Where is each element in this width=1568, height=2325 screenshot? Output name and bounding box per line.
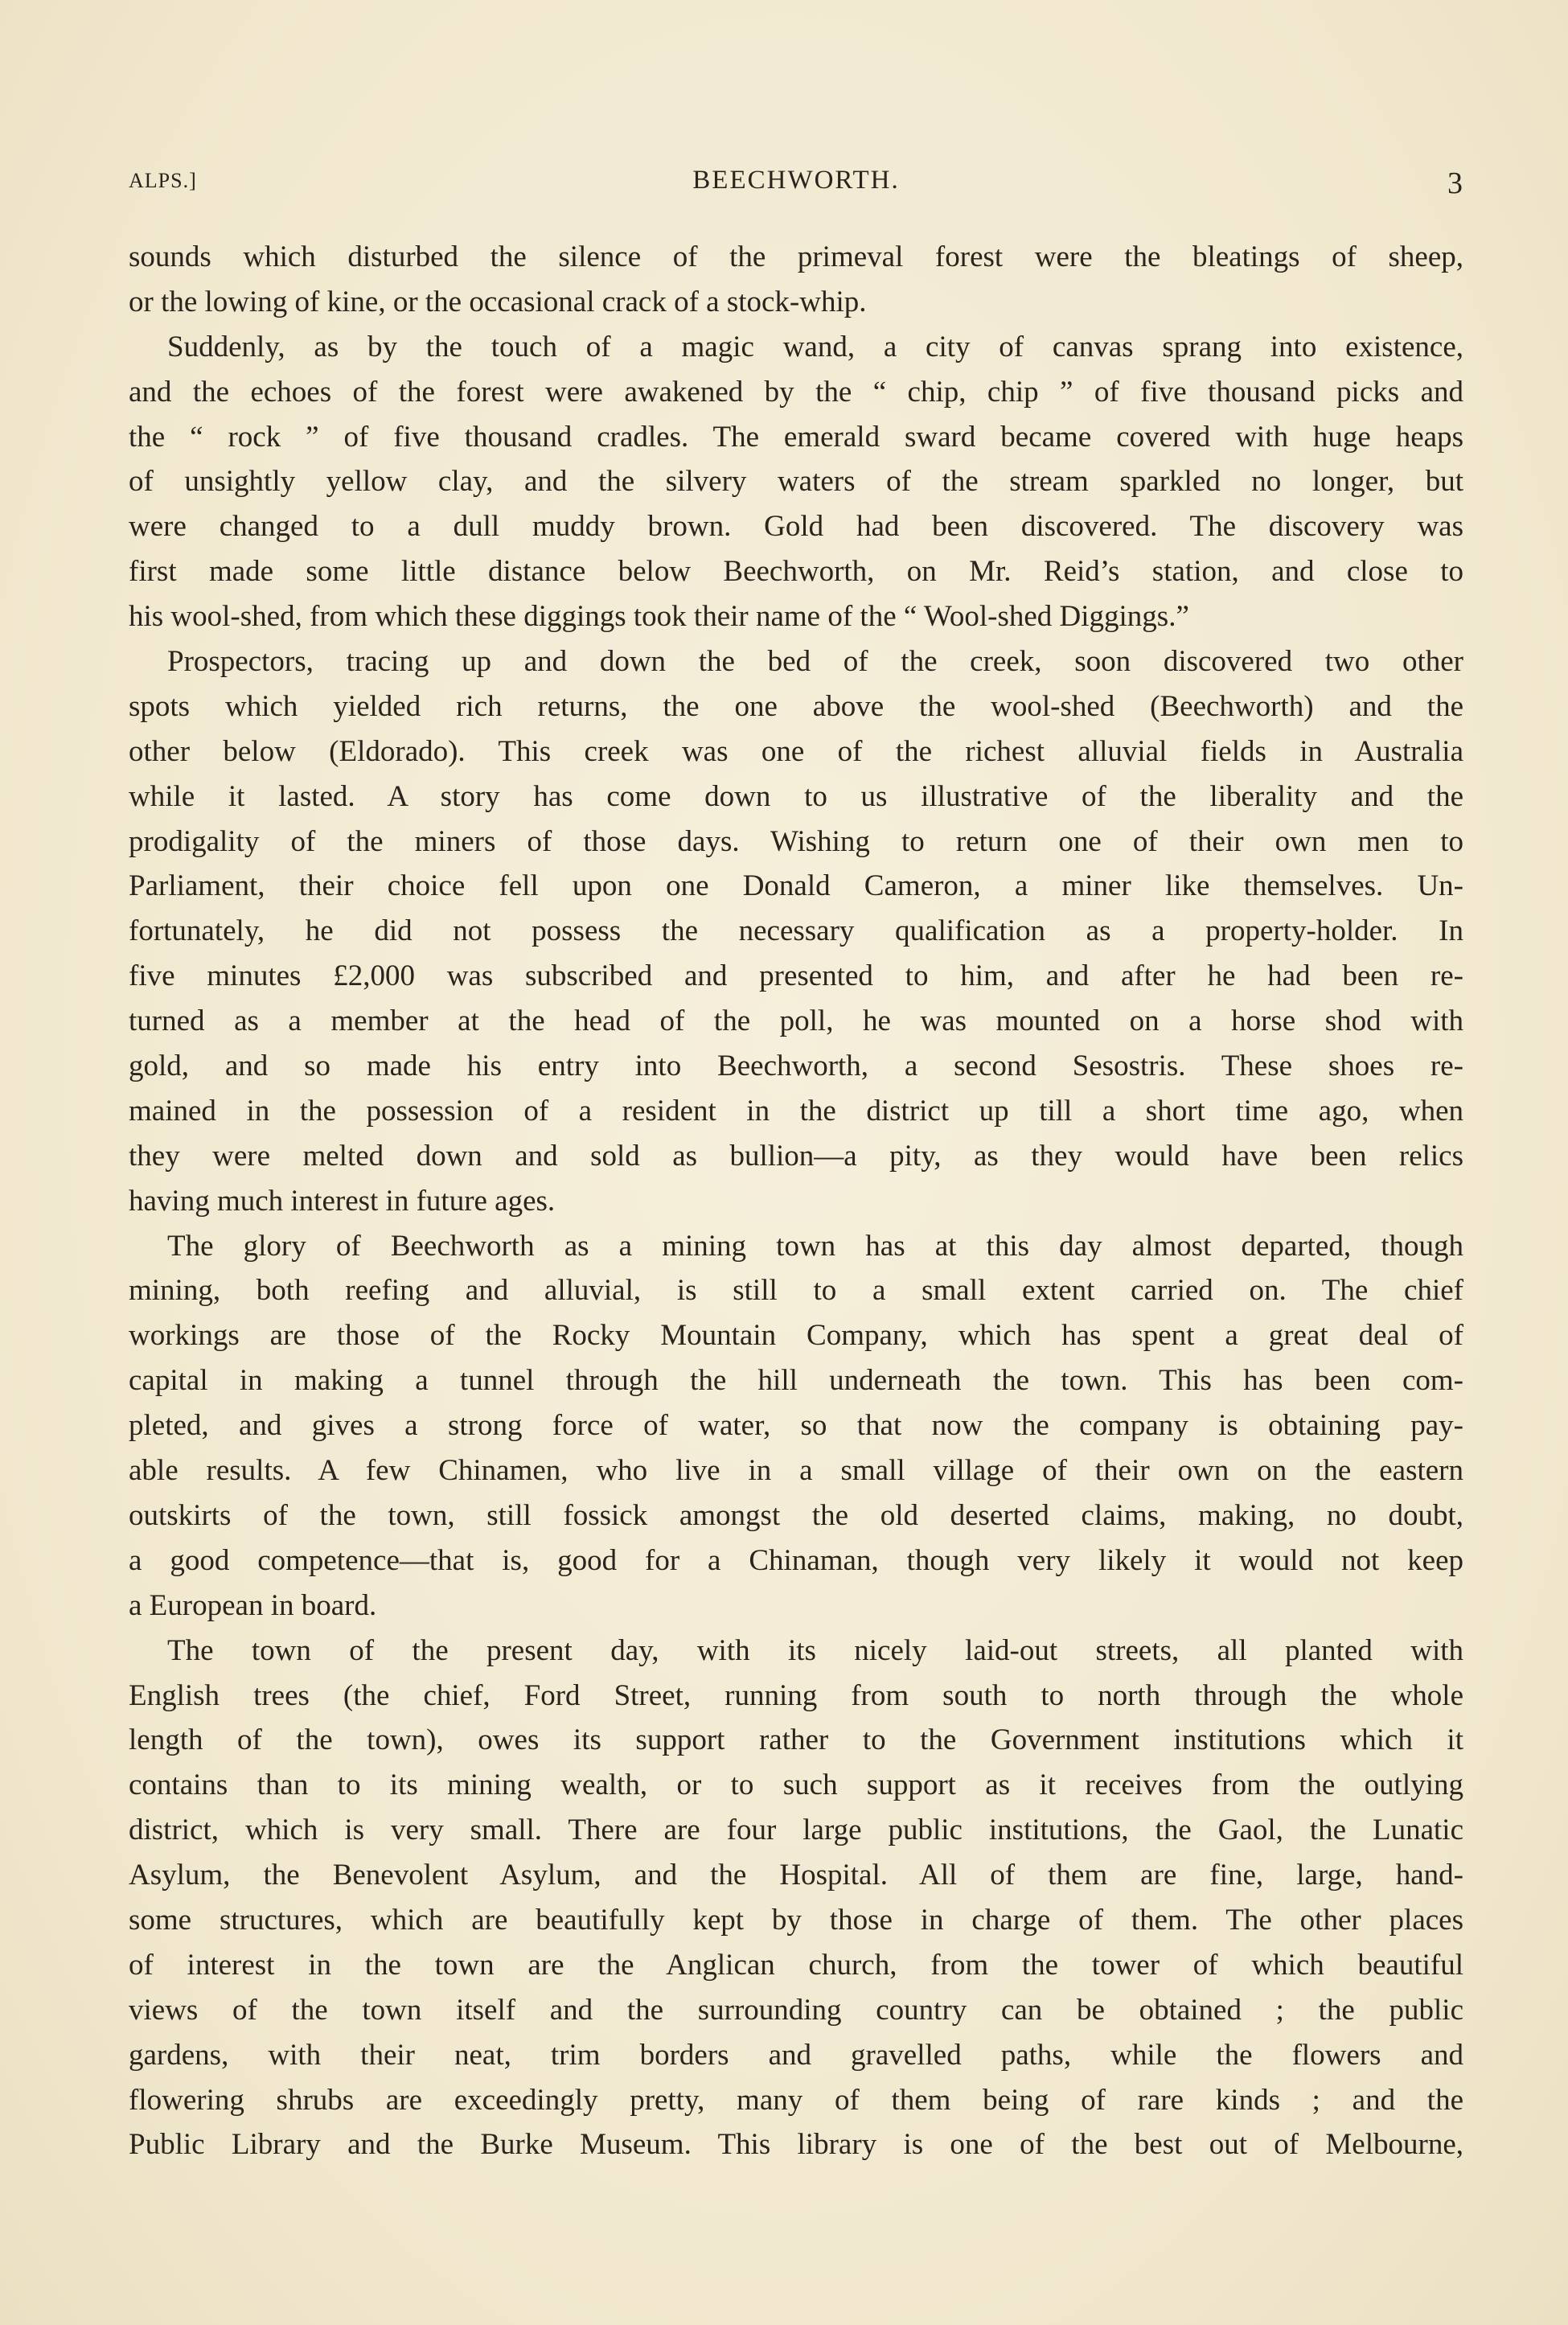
text-line: his wool-shed, from which these diggings took their name of the “ Wool-shed Diggings.” [129,600,1189,634]
text-line: five minutes £2,000 was subscribed and presented to him, and after he had been re- [129,959,1463,993]
text-line: they were melted down and sold as bullion—a pity, as they would have been relics [129,1139,1463,1173]
text-line: a European in board. [129,1588,377,1622]
text-line: other below (Eldorado). This creek was one of the richest alluvial fields in Australia [129,734,1463,768]
page-number: 3 [1447,166,1463,200]
text-line: able results. A few Chinamen, who live in a small village of their own on the eastern [129,1454,1463,1488]
text-line: capital in making a tunnel through the hill underneath the town. This has been com- [129,1364,1463,1398]
text-line: pleted, and gives a strong force of water, so that now the company is obtaining pay- [129,1409,1463,1443]
body-text [129,235,1463,2167]
text-line: Prospectors, tracing up and down the bed of the creek, soon discovered two other [167,645,1463,679]
text-line: views of the town itself and the surrounding country can be obtained ; the public [129,1993,1463,2027]
running-head-title: BEECHWORTH. [692,166,900,195]
text-line: gold, and so made his entry into Beechworth, a second Sesostris. These shoes re- [129,1050,1463,1083]
text-line: some structures, which are beautifully kept by those in charge of them. The other places [129,1903,1463,1937]
text-line: a good competence—that is, good for a Chinaman, though very likely it would not keep [129,1543,1463,1577]
text-line: The town of the present day, with its nicely laid-out streets, all planted with [167,1633,1463,1667]
text-line: Asylum, the Benevolent Asylum, and the Hospital. All of them are fine, large, hand- [129,1859,1463,1892]
text-line: mining, both reefing and alluvial, is still to a small extent carried on. The chief [129,1274,1463,1308]
text-line: Public Library and the Burke Museum. This library is one of the best out of Melbourne, [129,2128,1463,2162]
text-line: district, which is very small. There are four large public institutions, the Gaol, the Lunatic [129,1814,1463,1847]
text-line: flowering shrubs are exceedingly pretty, many of them being of rare kinds ; and the [129,2083,1463,2117]
text-line: were changed to a dull muddy brown. Gold had been discovered. The discovery was [129,510,1463,544]
text-line: length of the town), owes its support rather to the Government institutions which it [129,1723,1463,1757]
text-line: sounds which disturbed the silence of the primeval forest were the bleatings of sheep, [129,240,1463,273]
text-line: turned as a member at the head of the poll, he was mounted on a horse shod with [129,1004,1463,1038]
text-line: or the lowing of kine, or the occasional crack of a stock-whip. [129,285,867,318]
text-line: and the echoes of the forest were awakened by the “ chip, chip ” of five thousand picks and [129,375,1463,409]
text-line: mained in the possession of a resident in the district up till a short time ago, when [129,1094,1463,1128]
text-line: of interest in the town are the Anglican church, from the tower of which beautiful [129,1948,1463,1982]
running-head [129,166,1463,206]
text-line: workings are those of the Rocky Mountain Company, which has spent a great deal of [129,1319,1463,1353]
running-head-section: ALPS.] [129,169,197,192]
text-line: the “ rock ” of five thousand cradles. The emerald sward became covered with huge heaps [129,420,1463,454]
text-line: prodigality of the miners of those days. Wishing to return one of their own men to [129,824,1463,858]
text-line: contains than to its mining wealth, or to such support as it receives from the outlying [129,1768,1463,1802]
text-line: of unsightly yellow clay, and the silvery waters of the stream sparkled no longer, but [129,465,1463,499]
text-line: having much interest in future ages. [129,1184,556,1218]
text-line: fortunately, he did not possess the necessary qualification as a property-holder. In [129,914,1463,948]
text-line: The glory of Beechworth as a mining town has at this day almost departed, though [167,1229,1463,1263]
text-line: while it lasted. A story has come down to us illustrative of the liberality and the [129,779,1463,813]
text-line: outskirts of the town, still fossick amongst the old deserted claims, making, no doubt, [129,1498,1463,1532]
text-line: first made some little distance below Beechworth, on Mr. Reid’s station, and close to [129,555,1463,589]
text-line: spots which yielded rich returns, the one above the wool-shed (Beechworth) and the [129,689,1463,723]
text-line: Suddenly, as by the touch of a magic wand, a city of canvas sprang into existence, [167,330,1463,364]
text-line: Parliament, their choice fell upon one Donald Cameron, a miner like themselves. Un- [129,869,1463,903]
text-line: English trees (the chief, Ford Street, running from south to north through the whole [129,1678,1463,1712]
text-line: gardens, with their neat, trim borders and gravelled paths, while the flowers and [129,2038,1463,2072]
